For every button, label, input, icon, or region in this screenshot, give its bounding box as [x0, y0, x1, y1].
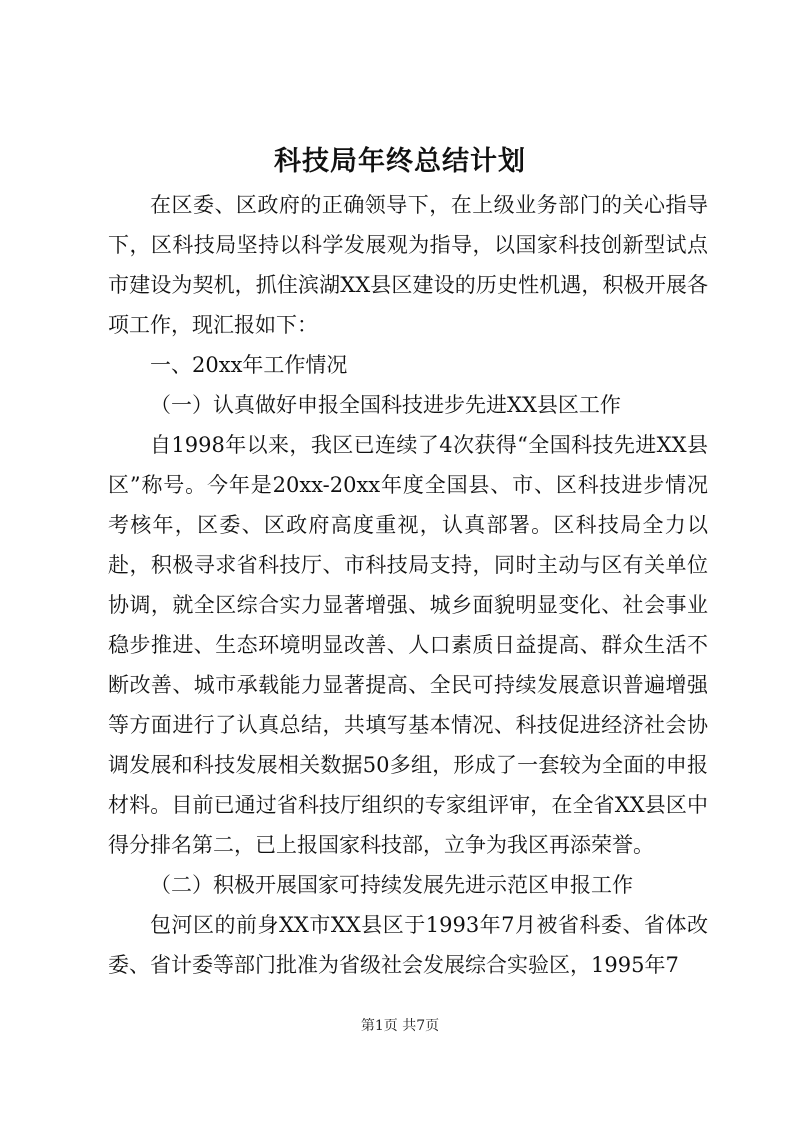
section-heading-1: 一、20xx年工作情况 [150, 353, 348, 377]
document-body [108, 185, 708, 985]
subsection-1-paragraph: 自1998年以来，我区已连续了4次获得“全国科技先进XX县区”称号。今年是20xx-20xx年度全国县、市、区科技进步情况考核年，区委、区政府高度重视，认真部署。区科技局全力以赴，积极寻求省科技厅、市科技局支持，同时主动与区有关单位协调，就全区综合实力显著增强、城乡面貌明显变化、社会事业稳步推进、生态环境明显改善、人口素质日益提高、群众生活不断改善、城市承载能力显著提高、全民可持续发展意识普遍增强等方面进行了认真总结，共填写基本情况、科技促进经济社会协调发展和科技发展相关数据50多组，形成了一套较为全面的申报材料。目前已通过省科技厅组织的专家组评审，在全省XX县区中得分排名第二，已上报国家科技部，立争为我区再添荣誉。 [108, 433, 708, 857]
document-title: 科技局年终总结计划 [274, 146, 526, 177]
subsection-2-paragraph: 包河区的前身XX市XX县区于1993年7月被省科委、省体改委、省计委等部门批准为省级社会发展综合实验区，1995年7 [108, 913, 708, 977]
subsection-heading-2: （二）积极开展国家可持续发展先进示范区申报工作 [150, 873, 633, 897]
subsection-heading-1: （一）认真做好申报全国科技进步先进XX县区工作 [150, 393, 621, 417]
intro-paragraph: 在区委、区政府的正确领导下，在上级业务部门的关心指导下，区科技局坚持以科学发展观为指导，以国家科技创新型试点市建设为契机，抓住滨湖XX县区建设的历史性机遇，积极开展各项工作，现汇报如下： [108, 193, 708, 337]
page-footer: 第1页 共7页 [360, 1018, 440, 1034]
